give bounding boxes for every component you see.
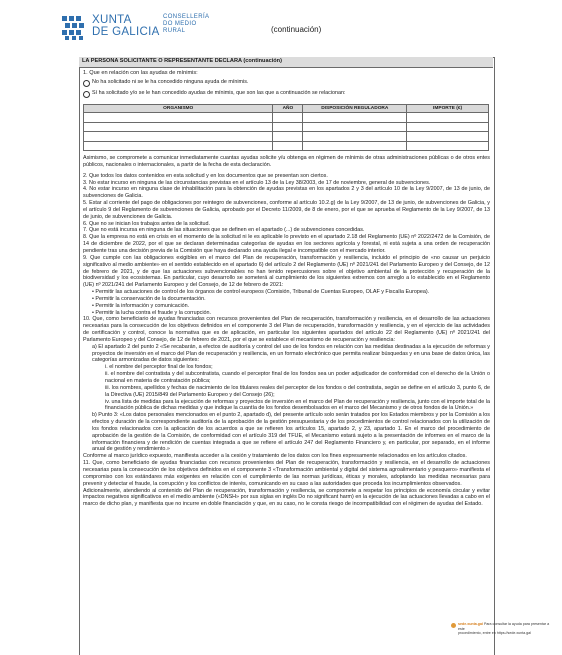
section-header: [79, 57, 493, 68]
page-footer: [458, 622, 554, 636]
declaration-item-6: 6. Que no se inician los trabajos antes de la solicitud.: [83, 220, 211, 227]
department-line-1: CONSELLERÍA: [163, 14, 210, 20]
sede-icon: [451, 623, 456, 628]
question-minimis: 1. Que en relación con las ayudas de mínimis:: [83, 70, 198, 76]
declaration-item-5: 5. Estar al corriente del pago de obligaciones por reintegro de subvenciones, conforme al artículo 10.2.g) de la Ley 9/2007, de 13 de junio, de subvenciones de Galicia, y el artículo 9 del Reglamento de subvenciones de Galicia, aprobado por el Decreto 11/2009, de 8 de enero, por el que se aprueba el Reglamento de la Ley 9/2007, de 13 de junio, de subvenciones de Galicia.: [83, 200, 490, 220]
declaration-item-9: 9. Que cumple con las obligaciones exigibles en el marco del Plan de recuperación, transformación y resiliencia, incluido el principio de «no causar un perjuicio significativo al medio ambiente» en el sentido establecido en el apartado 6) del artículo 2 del Reglamento (UE) nº 2021/241 del Parlamento Europeo y del Consejo, de 12 de febrero de 2021, y de que las actuaciones subvencionables no han tenido repercusiones sobre el objetivo ambiental de la protección y recuperación de la biodiversidad y los ecosistemas. En particular, cuyo desarrollo se someterá al cumplimiento de los siguientes extremos con arreglo a lo establecido en el Reglamento (UE) nº 2021/241 del Parlamento Europeo y del Consejo, de 12 de febrero de 2021:: [83, 254, 490, 289]
table-row: [84, 141, 489, 151]
subsection-a-item: iii. los nombres, apellidos y fechas de nacimiento de los titulares reales del perceptor de los fondos o del contratista, según se define en el artículo 3, punto 6, de la Directiva (UE) 2015/849 del Parlamento Europeo y del Consejo (26);: [105, 384, 490, 398]
bullet-item: • Permitir las actuaciones de control de los órganos de control europeos (Comisión, Tribunal de Cuentas Europeo, OLAF y Fiscalía Europea).: [92, 289, 430, 296]
section-title: LA PERSONA SOLICITANTE O REPRESENTANTE DECLARA (continuación): [82, 58, 282, 64]
bullet-item: • Permitir la información y comunicación.: [92, 302, 190, 309]
logo-line-2: DE GALICIA: [92, 26, 160, 38]
radio-yes-minimis-label: Sí ha solicitado y/o se le han concedido ayudas de mínimis, que son las que a continuación se relacionan:: [92, 90, 346, 96]
col-ano: AÑO: [273, 105, 303, 113]
table-cell[interactable]: [273, 141, 303, 151]
xunta-logo-icon: [61, 15, 87, 41]
table-cell[interactable]: [303, 113, 407, 123]
footer-brand[interactable]: sede.xunta.gal: [458, 622, 483, 626]
table-row: [84, 132, 489, 142]
table-row: [84, 122, 489, 132]
declaration-body: [83, 155, 490, 508]
declaration-item-11: 11. Que, como beneficiario de ayudas financiadas con recursos provenientes del Plan de recuperación, transformación y resiliencia, en el desarrollo de actuaciones necesarias para la consecución de los objetivos definidos en el componente 3 «Transformación ambiental y digital del sistema agroalimentario y pesquero» manifiesta el compromiso con los estándares más exigentes en relación con el cumplimiento de las normas jurídicas, éticas y morales, adoptando las medidas necesarias para prevenir y detectar el fraude, la corrupción y los conflictos de interés, comunicando en su caso a las autoridades que proceda los incumplimientos observados.: [83, 460, 490, 487]
subsection-a-item: i. el nombre del perceptor final de los fondos;: [105, 364, 213, 371]
continuation-label: (continuación): [271, 25, 322, 34]
table-row: [84, 113, 489, 123]
logo-line-1: XUNTA: [92, 14, 132, 26]
table-header-row: [84, 105, 489, 113]
conformity-paragraph: Conforme al marco jurídico expuesto, manifiesta acceder a la cesión y tratamiento de los datos con los fines expresamente relacionados en los artículos citados.: [83, 453, 467, 460]
bullet-item: • Permitir la lucha contra el fraude y la corrupción.: [92, 309, 212, 316]
table-cell[interactable]: [273, 132, 303, 142]
table-cell[interactable]: [273, 122, 303, 132]
department-name: [163, 14, 209, 36]
subsection-a: a) El apartado 2 del punto 2 «Se recabarán, a efectos de auditoría y control del uso de los fondos en relación con las medidas destinadas a la ejecución de reformas y proyectos de inversión en el marco del Plan de recuperación y resiliencia, en un formato electrónico que permita realizar búsquedas y en una base de datos única, las categorías armonizadas de datos siguientes:: [92, 343, 490, 364]
col-disposicion: DISPOSICIÓN REGULADORA: [303, 105, 407, 113]
subsection-a-item: ii. el nombre del contratista y del subcontratista, cuando el perceptor final de los fondos sea un poder adjudicador de conformidad con el derecho de la Unión o nacional en materia de contratación pública;: [105, 371, 490, 384]
table-cell[interactable]: [303, 132, 407, 142]
table-cell[interactable]: [407, 122, 489, 132]
bullet-item: • Permitir la conservación de la documentación.: [92, 295, 206, 302]
col-organismo: ORGANISMO: [84, 105, 273, 113]
asimismo-paragraph: Asimismo, se compromete a comunicar inmediatamente cuantas ayudas solicite y/u obtenga en régimen de mínimis de otras administraciones públicas o de otros entes públicos, nacionales o internacionales, a partir de la fecha de esta declaración.: [83, 155, 490, 168]
col-importe: IMPORTE (€): [407, 105, 489, 113]
table-cell[interactable]: [303, 122, 407, 132]
table-cell[interactable]: [84, 122, 273, 132]
table-cell[interactable]: [303, 141, 407, 151]
declaration-item-10: 10. Que, como beneficiario de ayudas financiadas con recursos provenientes del Plan de recuperación, transformación y resiliencia, en el desarrollo de las actuaciones necesarias para la consecución de los objetivos definidos en el componente 3 del Plan de recuperación, transformación y resiliencia, y en el ejercicio de las actividades de certificación y control, conoce la normativa que es de aplicación, en particular los siguientes apartados del artículo 22 del Reglamento (UE) nº 2021/241 del Parlamento Europeo y del Consejo, de 12 de febrero de 2021, por el que se establece el mecanismo de recuperación y resiliencia:: [83, 316, 490, 343]
table-cell[interactable]: [84, 132, 273, 142]
table-cell[interactable]: [84, 113, 273, 123]
footer-line-1: Para consultar la ayuda para presentar a este: [458, 622, 550, 631]
radio-yes-minimis[interactable]: [83, 91, 90, 98]
radio-no-minimis[interactable]: [83, 80, 90, 87]
declaration-item-7: 7. Que no está incursa en ninguna de las situaciones que se definen en el apartado (...) de subvenciones concedidas.: [83, 227, 365, 234]
table-cell[interactable]: [407, 132, 489, 142]
table-cell[interactable]: [407, 113, 489, 123]
department-line-2: DO MEDIO: [163, 21, 197, 28]
xunta-logo-text: [92, 14, 160, 38]
subsection-b: b) Punto 3: «Los datos personales mencionados en el punto 2, apartado d), del presente artículo solo serán tratados por los Estados miembros y por la Comisión a los efectos y duración de la correspondiente auditoría de la aprobación de la gestión presupuestaria y de los procedimientos de control relacionados con la utilización de los fondos relacionados con la aplicación de los acuerdos a que se refieren los artículos 15, apartado 2, y 23, apartado 1. En el marco del procedimiento de aprobación de la gestión de la Comisión, de conformidad con el artículo 319 del TFUE, el Mecanismo estará sujeto a la presentación de informes en el marco de la información financiera y de rendición de cuentas integrada a que se refiere el artículo 247 del Reglamento Financiero y, en particular, por separado, en el informe anual de gestión y rendimiento.»: [92, 412, 490, 453]
declaration-item-4: 4. No estar incurso en ninguna clase de inhabilitación para la obtención de ayudas previstas en los apartados 2 y 3 del artículo 10 de la Ley 9/2007, de 13 de junio, de subvenciones de Galicia.: [83, 186, 490, 200]
additional-paragraph: Adicionalmente, atendiendo al contenido del Plan de recuperación, transformación y resiliencia, se compromete a respetar los principios de economía circular y evitar impactos negativos significativos en el medio ambiente («DNSH» por sus siglas en inglés Do no significant harm) en la ejecución de las actuaciones llevadas a cabo en el marco de dicho plan, y manifiesta que no incurre en doble financiación y que, en su caso, no le consta riesgo de incompatibilidad con el régimen de ayudas del Estado.: [83, 487, 490, 508]
declaration-item-8: 8. Que la empresa no está en crisis en el momento de la solicitud ni le es aplicable lo previsto en el apartado 2.18 del Reglamento (UE) nº 2022/2472 de la Comisión, de 14 de diciembre de 2022, por el que se declaran determinadas categorías de ayudas en los sectores agrícola y forestal, ni está sujeta a una orden de recuperación pendiente tras una decisión previa de la Comisión que haya declarado una ayuda ilegal e incompatible con el mercado interior.: [83, 234, 490, 254]
minimis-aid-table: [83, 104, 489, 151]
footer-line-2: procedimiento, entre en https://sede.xunta.gal: [458, 631, 531, 636]
department-line-3: RURAL: [163, 28, 186, 35]
radio-no-minimis-label: No ha solicitado ni se le ha concedido ninguna ayuda de mínimis.: [92, 79, 249, 85]
declaration-item-2: 2. Que todos los datos contenidos en esta solicitud y en los documentos que se presentan son ciertos.: [83, 172, 328, 179]
table-cell[interactable]: [273, 113, 303, 123]
table-cell[interactable]: [407, 141, 489, 151]
subsection-a-item: iv. una lista de medidas para la ejecución de reformas y proyectos de inversión en el marco del Plan de recuperación y resiliencia, junto con el importe total de la financiación pública de dichas medidas y que indique la cuantía de los fondos desembolsados en el marco del Mecanismo y de otros fondos de la Unión.»: [105, 398, 490, 412]
page-header: [0, 0, 562, 55]
declaration-item-3: 3. No estar incurso en ninguna de las circunstancias previstas en el artículo 13 de la Ley 38/2003, de 17 de noviembre, general de subvenciones.: [83, 179, 431, 186]
table-cell[interactable]: [84, 141, 273, 151]
